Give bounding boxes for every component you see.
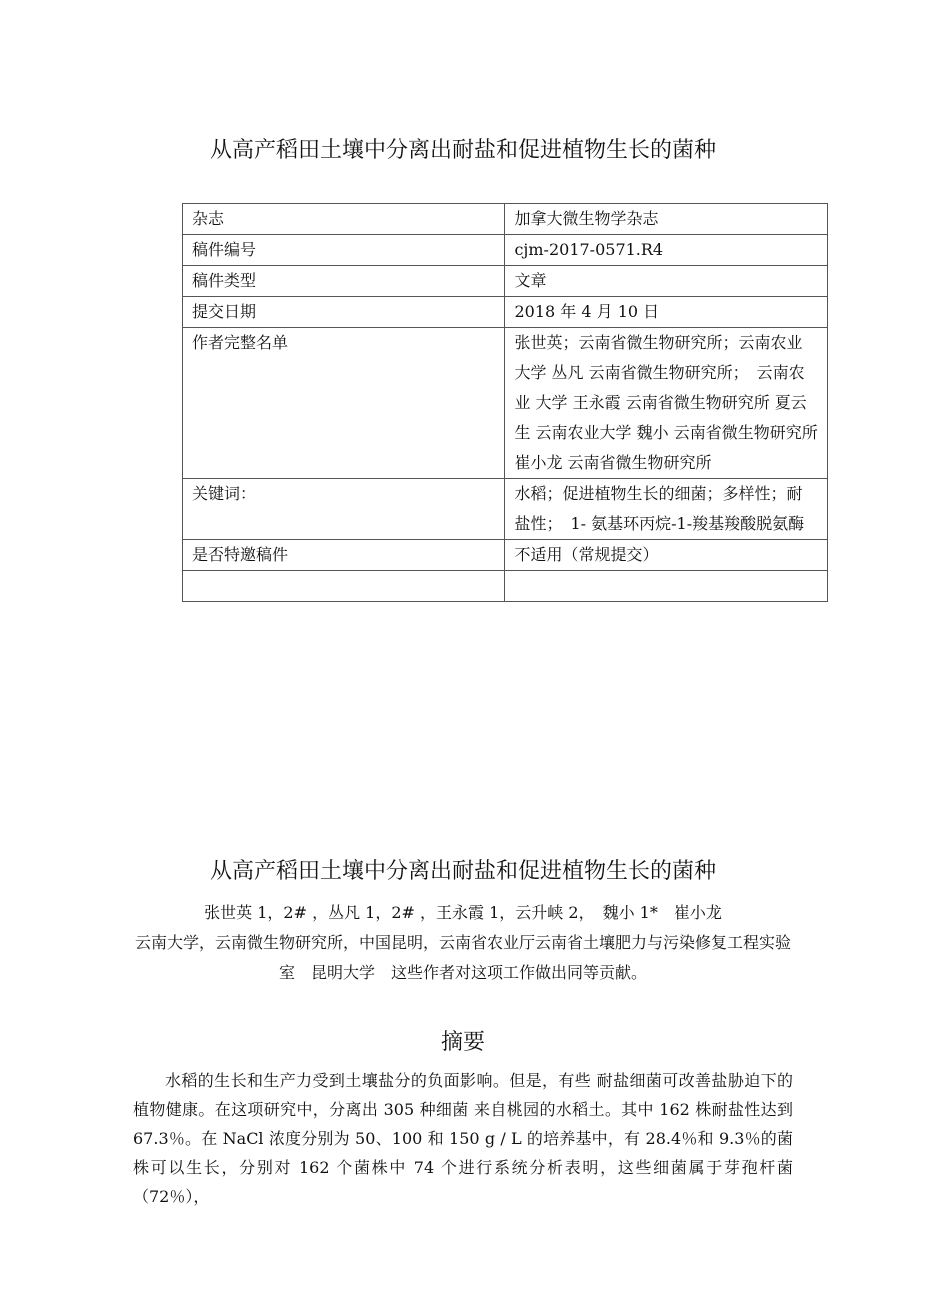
table-row (183, 204, 828, 235)
row-value-empty (505, 571, 828, 602)
row-value-submit-date: 2018 年 4 月 10 日 (505, 297, 828, 328)
abstract-text: 水稻的生长和生产力受到土壤盐分的负面影响。但是，有些 耐盐细菌可改善盐胁迫下的植物健康。在这项研究中，分离出 305 种细菌 来自桃园的水稻土。其中 162 株耐盐性达到 67.3％。在 NaCl 浓度分别为 50、100 和 150 g / L 的培养基中，有 28.4％和 9.3％的菌株可以生长，分别对 162 个菌株中 74 个进行系统分析表明，这些细菌属于芽孢杆菌（72％）， (133, 1071, 793, 1206)
row-key-invited: 是否特邀稿件 (183, 540, 505, 571)
manuscript-info-table (182, 203, 828, 602)
row-key-empty (183, 571, 505, 602)
table-row (183, 328, 828, 479)
table-row (183, 571, 828, 602)
row-value-author-list: 张世英；云南省微生物研究所；云南农业 大学 丛凡 云南省微生物研究所； 云南农业 大学 王永霞 云南省微生物研究所 夏云生 云南农业大学 魏小 云南省微生物研究所 崔小龙 云南省微生物研究所 (505, 328, 828, 479)
table-row (183, 479, 828, 540)
article-title: 从高产稻田土壤中分离出耐盐和促进植物生长的菌种 (209, 859, 716, 884)
row-key-author-list: 作者完整名单 (183, 328, 505, 479)
table-row (183, 297, 828, 328)
table-row (183, 235, 828, 266)
table-row (183, 540, 828, 571)
row-key-submit-date: 提交日期 (183, 297, 505, 328)
row-value-manuscript-id: cjm-2017-0571.R4 (505, 235, 828, 266)
row-key-manuscript-type: 稿件类型 (183, 266, 505, 297)
abstract-heading: 摘要 (440, 1030, 485, 1055)
row-key-journal: 杂志 (183, 204, 505, 235)
row-value-keywords: 水稻；促进植物生长的细菌；多样性；耐盐性； 1- 氨基环丙烷-1-羧基羧酸脱氨酶 (505, 479, 828, 540)
table-row (183, 266, 828, 297)
row-value-journal: 加拿大微生物学杂志 (505, 204, 828, 235)
row-key-manuscript-id: 稿件编号 (183, 235, 505, 266)
author-line: 张世英 1，2# ，丛凡 1，2# ，王永霞 1，云升峡 2， 魏小 1* 崔小龙 (204, 903, 722, 922)
affiliations: 云南大学，云南微生物研究所，中国昆明，云南省农业厅云南省土壤肥力与污染修复工程实验室 昆明大学 这些作者对这项工作做出同等贡献。 (134, 933, 791, 982)
row-value-invited: 不适用（常规提交） (505, 540, 828, 571)
row-key-keywords: 关键词： (183, 479, 505, 540)
row-value-manuscript-type: 文章 (505, 266, 828, 297)
cover-title: 从高产稻田土壤中分离出耐盐和促进植物生长的菌种 (209, 138, 716, 163)
